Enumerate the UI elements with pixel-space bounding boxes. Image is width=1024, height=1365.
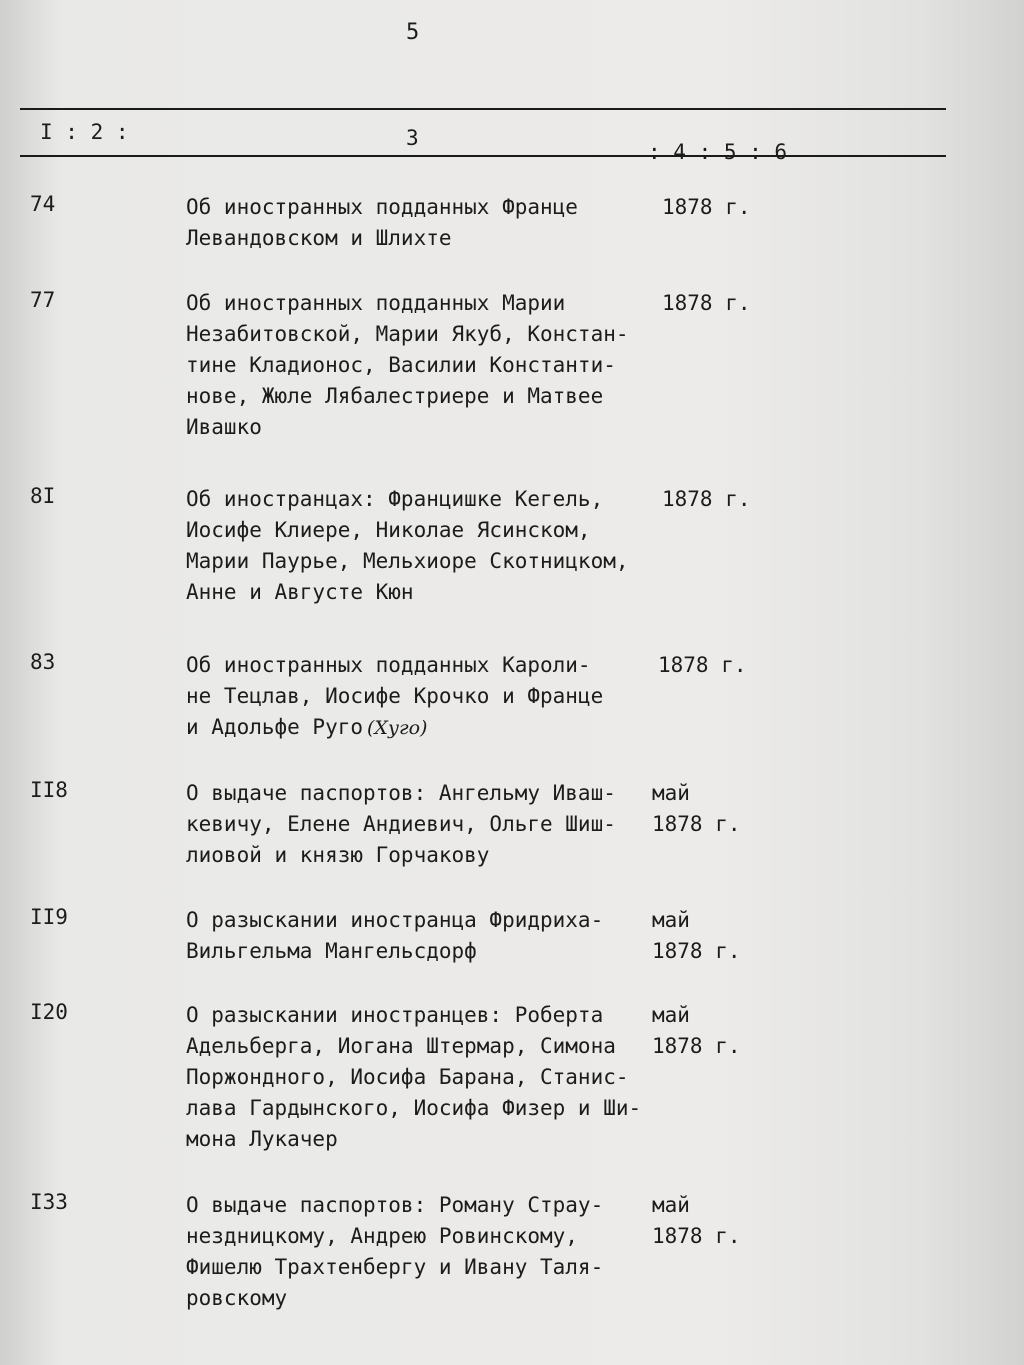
entry-date-line: 1878 г. <box>652 812 741 836</box>
entry-title-line: Поржондного, Иосифа Барана, Станис- <box>186 1065 629 1089</box>
entry-date-line: 1878 г. <box>652 939 741 963</box>
header-rule-bottom <box>20 155 946 157</box>
entry-title-line: Об иностранных подданных Кароли- <box>186 653 591 677</box>
entry-number: 8I <box>30 484 56 508</box>
entry-number: I20 <box>30 1000 68 1024</box>
entry-date-line: 1878 г. <box>652 1224 741 1248</box>
entry-title <box>186 288 656 443</box>
entry-title-line: Ивашко <box>186 415 262 439</box>
entry-title <box>186 1190 656 1314</box>
entry-title-line: Адельберга, Иогана Штермар, Симона <box>186 1034 616 1058</box>
entry-title-line: нездницкому, Андрею Ровинскому, <box>186 1224 578 1248</box>
entry-date <box>662 484 751 515</box>
entry-number: I33 <box>30 1190 68 1214</box>
entry-date <box>662 192 751 223</box>
entry-number: 77 <box>30 288 56 312</box>
entry-date <box>652 778 741 840</box>
column-header-left: I : 2 : <box>40 120 129 144</box>
entry-title-line: ровскому <box>186 1286 288 1310</box>
entry-date-line: 1878 г. <box>662 487 751 511</box>
entry-title-line: лиовой и князю Горчакову <box>186 843 490 867</box>
entry-title-line: О разыскании иностранцев: Роберта <box>186 1003 604 1027</box>
entry-title <box>186 1000 656 1155</box>
entry-title <box>186 650 656 744</box>
entry-title-text: и Адольфе Руго <box>186 715 364 739</box>
entry-title-line: Об иностранцах: Францишке Кегель, <box>186 487 604 511</box>
entry-title-line: мона Лукачер <box>186 1127 338 1151</box>
entry-date <box>652 1190 741 1252</box>
entry-date-line: 1878 г. <box>658 653 747 677</box>
entry-number: 83 <box>30 650 56 674</box>
entry-title-line: тине Кладионос, Василии Константи- <box>186 353 616 377</box>
entry-title-line: Об иностранных подданных Франце <box>186 195 578 219</box>
entry-title <box>186 905 656 967</box>
header-rule-top <box>20 108 946 110</box>
entry-title-line: О выдаче паспортов: Ангельму Иваш- <box>186 781 616 805</box>
handwritten-note: (Хуго) <box>367 717 428 739</box>
entry-date-line: 1878 г. <box>662 291 751 315</box>
entry-date <box>652 905 741 967</box>
entry-title-line: О выдаче паспортов: Роману Страу- <box>186 1193 604 1217</box>
entry-title-line: кевичу, Елене Андиевич, Ольге Шиш- <box>186 812 616 836</box>
entry-date-line: май <box>652 1193 690 1217</box>
entry-title-line: О разыскании иностранца Фридриха- <box>186 908 604 932</box>
entry-title-line: Левандовском и Шлихте <box>186 226 452 250</box>
entry-title-line: не Тецлав, Иосифе Крочко и Франце <box>186 684 604 708</box>
entry-title <box>186 192 656 254</box>
entry-date-line: 1878 г. <box>652 1034 741 1058</box>
entry-date-line: май <box>652 781 690 805</box>
column-header-right: : 4 : 5 : 6 <box>648 140 788 164</box>
entry-title-line: лава Гардынского, Иосифа Физер и Ши- <box>186 1096 642 1120</box>
entry-number: 74 <box>30 192 56 216</box>
entry-number: II9 <box>30 905 68 929</box>
entry-date-line: май <box>652 908 690 932</box>
column-header-center: 3 <box>406 126 419 150</box>
entry-title <box>186 778 656 871</box>
entry-title-line: Иосифе Клиере, Николае Ясинском, <box>186 518 591 542</box>
entry-title-line: Марии Паурье, Мельхиоре Скотницком, <box>186 549 629 573</box>
entry-title-line: Фишелю Трахтенбергу и Ивану Таля- <box>186 1255 604 1279</box>
entry-date <box>658 650 747 681</box>
page-number: 5 <box>406 20 420 45</box>
entry-title <box>186 484 656 608</box>
entry-date-line: май <box>652 1003 690 1027</box>
entry-number: II8 <box>30 778 68 802</box>
entry-title-line: нове, Жюле Лябалестриере и Матвее <box>186 384 604 408</box>
entry-title-line <box>186 712 656 744</box>
entry-date <box>662 288 751 319</box>
entry-title-line: Незабитовской, Марии Якуб, Констан- <box>186 322 629 346</box>
entry-date-line: 1878 г. <box>662 195 751 219</box>
entry-title-line: Анне и Августе Кюн <box>186 580 414 604</box>
entry-title-line: Об иностранных подданных Марии <box>186 291 566 315</box>
entry-title-line: Вильгельма Мангельсдорф <box>186 939 477 963</box>
entry-date <box>652 1000 741 1062</box>
